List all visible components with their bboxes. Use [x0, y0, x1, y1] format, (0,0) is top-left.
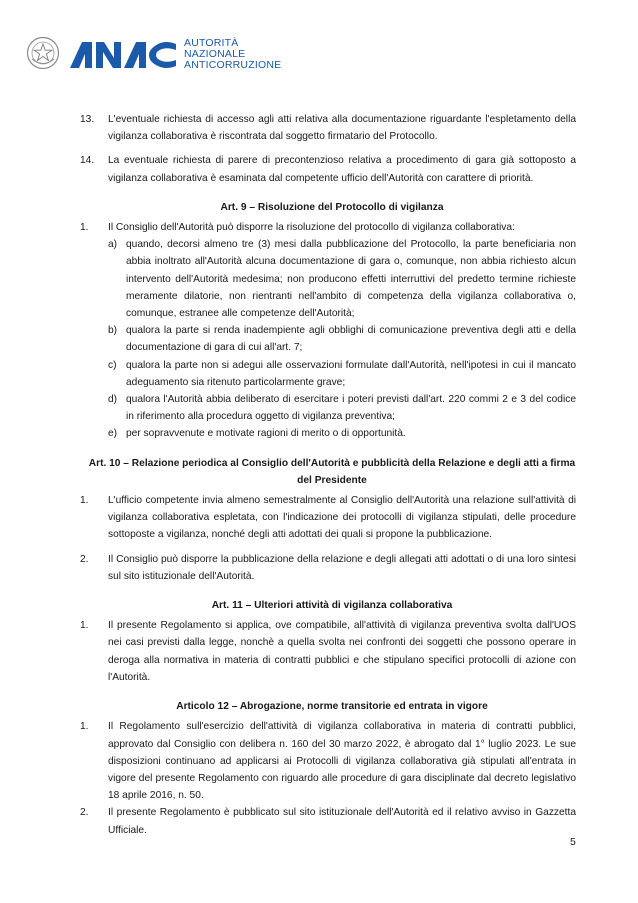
sub-item [88, 357, 576, 391]
item-text: La eventuale richiesta di parere di precontenzioso relativa a procedimento di gara già sottoposto a vigilanza collaborativa è esaminata dal competente ufficio dell'Autorità con carattere di priorità. [108, 155, 576, 184]
item-number: 14. [80, 155, 95, 167]
page-number: 5 [570, 836, 576, 848]
item-number: 2. [80, 807, 89, 819]
sub-item [88, 391, 576, 425]
item-number: 1. [80, 620, 89, 632]
sub-item-letter: c) [108, 359, 117, 371]
item-text: Il Regolamento sull'esercizio dell'attività di vigilanza collaborativa in materia di contratti pubblici, approvato dal Consiglio con delibera n. 160 del 30 marzo 2022, è abrogato dal 1° luglio 2023. Le sue disposizioni continuano ad applicarsi ai Protocolli di vigilanza collaborativa già stipulati all'entrata in vigore del presente Regolamento con riguardo alle procedure di gara disciplinate dal decreto legislativo 18 aprile 2016, n. 50. [108, 721, 576, 802]
list-item [80, 718, 576, 804]
sub-item-letter: e) [108, 428, 118, 440]
sub-item-text: qualora l'Autorità abbia deliberato di esercitare i poteri previsti dall'art. 220 commi 2 e 3 del codice in riferimento alla procedura oggetto di vigilanza preventiva; [126, 394, 576, 423]
art10-heading: Art. 10 – Relazione periodica al Consiglio dell'Autorità e pubblicità della Relazione e degli atti a firma del Presidente [88, 457, 576, 486]
italian-republic-emblem-icon [26, 36, 60, 70]
document-body [80, 111, 576, 839]
sub-item [88, 322, 576, 356]
item-number: 1. [80, 222, 89, 234]
item-text: Il Consiglio può disporre la pubblicazione della relazione e degli allegati atti adottati o di una loro sintesi sul sito istituzionale dell'Autorità. [108, 553, 576, 582]
item-number: 1. [80, 721, 89, 733]
item-text: Il Consiglio dell'Autorità può disporre la risoluzione del protocollo di vigilanza collaborativa: [108, 222, 515, 234]
item-number: 1. [80, 495, 89, 507]
org-name-line-3: ANTICORRUZIONE [184, 59, 282, 71]
list-item [80, 617, 576, 686]
item-number: 13. [80, 114, 95, 125]
list-item [80, 551, 576, 585]
list-item [80, 492, 576, 544]
item-text: L'ufficio competente invia almeno semestralmente al Consiglio dell'Autorità una relazione sull'attività di vigilanza collaborativa espletata, con l'indicazione dei protocolli di vigilanza stipulati, delle procedure sottoposte a vigilanza, nonché degli atti adottati dei quali si propone la pubblicazione. [108, 495, 576, 541]
page-header [26, 36, 326, 76]
sub-item-letter: b) [108, 325, 118, 337]
art9-heading: Art. 9 – Risoluzione del Protocollo di vigilanza [220, 201, 444, 213]
item-text: L'eventuale richiesta di accesso agli atti relativa alla documentazione riguardante l'espletamento della vigilanza collaborativa è riscontrata dal soggetto firmatario del Protocollo. [108, 114, 576, 143]
org-name-line-1: AUTORITÀ [184, 37, 239, 49]
anac-logo-icon [68, 40, 180, 70]
item-number: 2. [80, 553, 89, 565]
sub-item-letter: d) [108, 394, 118, 406]
item-text: Il presente Regolamento si applica, ove compatibile, all'attività di vigilanza preventiva svolta dall'UOS nei casi previsti dalla legge, nonchè a quella svolta nei confronti dei soggetti che possono operare in deroga alla normativa in materia di contratti pubblici e che stipulano specifici protocolli di azione con l'Autorità. [108, 620, 576, 683]
sub-item-text: per sopravvenute e motivate ragioni di merito o di opportunità. [126, 428, 406, 440]
sub-item-letter: a) [108, 239, 118, 251]
organization-name [184, 38, 281, 71]
list-item [80, 111, 576, 145]
sub-item [88, 425, 576, 442]
art11-heading: Art. 11 – Ulteriori attività di vigilanza collaborativa [211, 600, 453, 612]
art12-heading: Articolo 12 – Abrogazione, norme transitorie ed entrata in vigore [176, 701, 488, 713]
sub-item-text: qualora la parte non si adegui alle osservazioni formulate dall'Autorità, nell'ipotesi in cui il mancato adeguamento sia ritenuto particolarmente grave; [126, 359, 576, 388]
sub-item-text: qualora la parte si renda inadempiente agli obblighi di comunicazione preventiva degli atti e della documentazione di gara di cui all'art. 7; [126, 325, 576, 354]
list-item [80, 219, 576, 236]
item-text: Il presente Regolamento è pubblicato sul sito istituzionale dell'Autorità ed il relativo avviso in Gazzetta Ufficiale. [108, 807, 576, 836]
sub-item-text: quando, decorsi almeno tre (3) mesi dalla pubblicazione del Protocollo, la parte beneficiaria non abbia inoltrato all'Autorità alcuna documentazione di gara o, comunque, non abbia richiesto alcun intervento dell'Autorità medesima; non producono effetti interruttivi del predetto termine richieste meramente dilatorie, non rientranti nell'ambito di competenza della vigilanza collaborativa o, comunque, estranee alle competenze dell'Autorità; [126, 239, 576, 320]
sub-item [88, 236, 576, 322]
org-name-line-2: NAZIONALE [184, 48, 246, 60]
list-item [80, 152, 576, 186]
list-item [80, 804, 576, 838]
